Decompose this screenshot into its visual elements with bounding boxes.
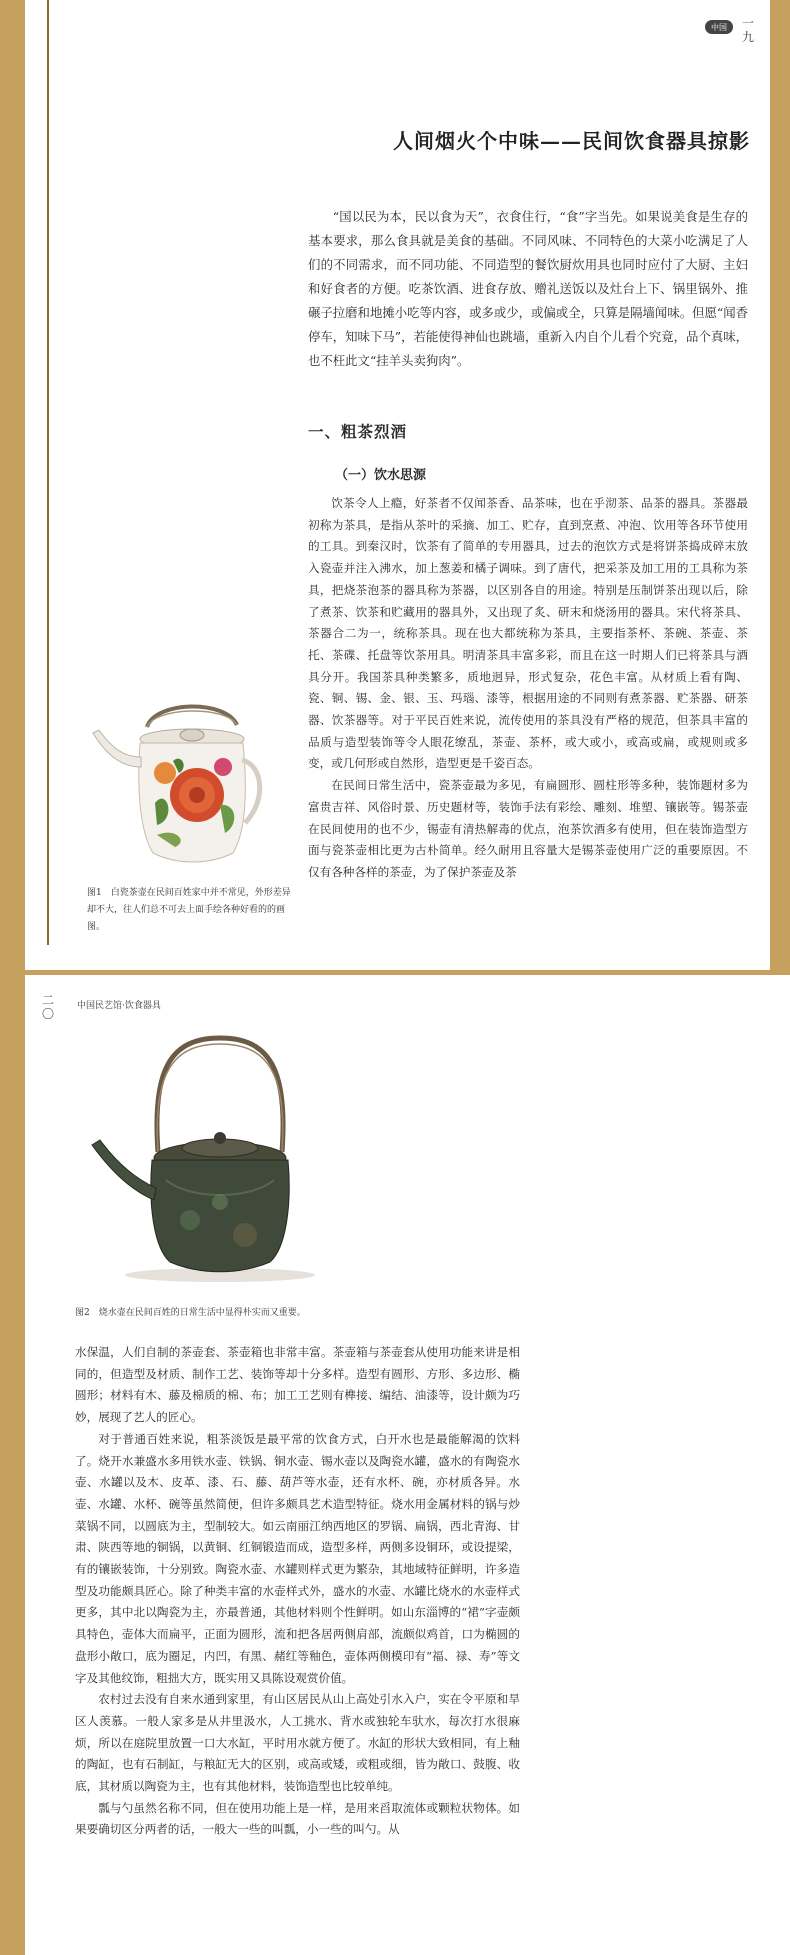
subsection-heading: （一）饮水思源 xyxy=(335,468,427,483)
copper-kettle-image xyxy=(70,1030,370,1285)
body-paragraph: 农村过去没有自来水通到家里，有山区居民从山上高处引水入户，实在令平原和旱区人羡慕。一般人家多是从井里汲水，人工挑水、背水或独轮车驮水，每次打水很麻烦，所以在庭院里放置一口大水缸，平时用水就方便了。水缸的形状大致相同，有上釉的陶缸，也有石制缸，与粮缸无大的区别，或高或矮，或粗或细，皆为敞口、鼓腹、收底，其材质以陶瓷为主，也有其他材料，装饰造型也比较单纯。 xyxy=(75,1692,520,1794)
intro-paragraph: “国以民为本，民以食为天”，衣食住行，“食”字当先。如果说美食是生存的基本要求，那么食具就是美食的基础。不同风味、不同特色的大菜小吃满足了人们的不同需求，而不同功能、不同造型的餐饮厨炊用具也同时应付了大厨、主妇和好食者的方便。吃茶饮酒、进食存放、赠礼送饭以及灶台上下、锅里锅外、推碾子拉磨和地摊小吃等内容，或多或少，或偏或全，只算是隔墙闻味。但愿“闻香停车，知味下马”，若能使得神仙也跳墙，重新入内自个儿看个究竟，品个真味，也不枉此文“挂羊头卖狗肉”。 xyxy=(308,209,749,368)
page-20 xyxy=(25,975,790,1955)
page-edge-line xyxy=(47,0,49,945)
figure-1-caption: 图1 白瓷茶壶在民间百姓家中并不常见，外形差异却不大，往人们总不可去上面手绘各种好看的的画图。 xyxy=(87,888,291,932)
body-text xyxy=(308,493,748,884)
page-number: 二〇 xyxy=(41,993,54,1021)
body-paragraph: 对于普通百姓来说，粗茶淡饭是最平常的饮食方式，白开水也是最能解渴的饮料了。烧开水兼盛水多用铁水壶、铁锅、铜水壶、锡水壶以及陶瓷水罐，盛水的有陶瓷水壶、水罐以及木、皮革、漆、石、藤、葫芦等水壶，还有水杯、碗，亦材质各异。水壶、水罐、水杯、碗等虽然简便，但许多颇具艺术造型特征。烧水用金属材料的锅与炒菜锅不同，以圆底为主，型制较大。如云南丽江纳西地区的罗锅、扁锅，西北青海、甘肃、陕西等地的铜锅，以黄铜、红铜锻造而成，造型多样，两侧多设铜环，或设提梁，有的镶嵌装饰，十分别致。陶瓷水壶、水罐则样式更为繁杂，其地域特征鲜明，许多造型及功能颇具匠心。除了种类丰富的水壶样式外，盛水的水壶、水罐比烧水的水壶样式更多，其中北以陶瓷为主，亦最普通，其他材料则个性鲜明。如山东淄博的“裙”字壶颇具特色，壶体大而扁平，正面为圆形，流和把各居两侧肩部，流颇似鸡首，口为椭圆的盘形小敞口，底为圈足，内凹，有黑、赭红等釉色，壶体两侧模印有“福、禄、寿”等文字及其他纹饰，粗拙大方，既实用又具陈设观赏价值。 xyxy=(75,1431,520,1685)
body-paragraph: 水保温，人们自制的茶壶套、茶壶箱也非常丰富。茶壶箱与茶壶套从使用功能来讲是相同的，但造型及材质、制作工艺、装饰等却十分多样。造型有圆形、方形、多边形、椭圆形；材料有木、藤及棉质的棉、布；加工工艺则有榫接、编结、油漆等，设计颇为巧妙，展现了艺人的匠心。 xyxy=(75,1345,520,1425)
body-paragraph: 饮茶令人上瘾，好茶者不仅闻茶香、品茶味，也在乎沏茶、品茶的器具。茶器最初称为茶具，是指从茶叶的采摘、加工、贮存，直到烹煮、冲泡、饮用等各环节使用的工具。到秦汉时，饮茶有了简单的专用器具，过去的泡饮方式是将饼茶捣成碎末放入瓷壶并注入沸水，加上葱姜和橘子调味。到了唐代，把采茶及加工用的工具称为茶具，把烧茶泡茶的器具称为茶器，以区别各自的用途。特别是压制饼茶出现以后，除了煮茶、饮茶和贮藏用的器具外，又出现了炙、研末和烧汤用的器具。宋代将茶具、茶器合二为一，统称茶具。现在也大都统称为茶具，主要指茶杯、茶碗、茶壶、茶托、茶碟、托盘等饮茶用具。明清茶具丰富多彩，而且在这一时期人们已将茶具与酒具分开。我国茶具种类繁多，质地迥异，形式复杂，花色丰富。从材质上看有陶、瓷、铜、锡、金、银、玉、玛瑙、漆等，根据用途的不同则有煮茶器、贮茶器、研茶器、饮茶器等。对于平民百姓来说，流传使用的茶具没有严格的规范，但茶具丰富的品质与造型装饰等令人眼花缭乱，茶壶、茶杯，或大或小，或高或扁，或规则或多变，或几何形或自然形，造型更是千姿百态。 xyxy=(308,496,748,771)
section-heading: 一、粗茶烈酒 xyxy=(308,422,408,441)
page-19 xyxy=(25,0,770,970)
porcelain-teapot-image xyxy=(85,695,285,870)
publisher-badge: 中国 xyxy=(705,20,733,34)
body-paragraph: 瓢与勺虽然名称不同，但在使用功能上是一样，是用来舀取流体或颗粒状物体。如果要确切区分两者的话，一般大一些的叫瓢，小一些的叫勺。从 xyxy=(75,1800,520,1837)
article-title: 人间烟火个中味——民间饮食器具掠影 xyxy=(393,129,750,153)
page-number: 一九 xyxy=(741,16,754,44)
figure-2-caption: 图2 烧水壶在民间百姓的日常生活中显得朴实而又重要。 xyxy=(75,1308,306,1318)
body-text xyxy=(75,1342,520,1841)
running-head: 中国民艺馆·饮食器具 xyxy=(77,1001,161,1011)
body-paragraph: 在民间日常生活中，瓷茶壶最为多见，有扁圆形、圆柱形等多种，装饰题材多为富贵吉祥、风俗时景、历史题材等，装饰手法有彩绘、雕刻、堆塑、镶嵌等。锡茶壶在民间使用的也不少，锡壶有清热解毒的优点，泡茶饮酒多有使用，但在装饰造型方面与瓷茶壶相比更为古朴简单。经久耐用且容量大是锡茶壶使用广泛的重要原因。不仅有各种各样的茶壶，为了保护茶壶及茶 xyxy=(308,778,748,879)
